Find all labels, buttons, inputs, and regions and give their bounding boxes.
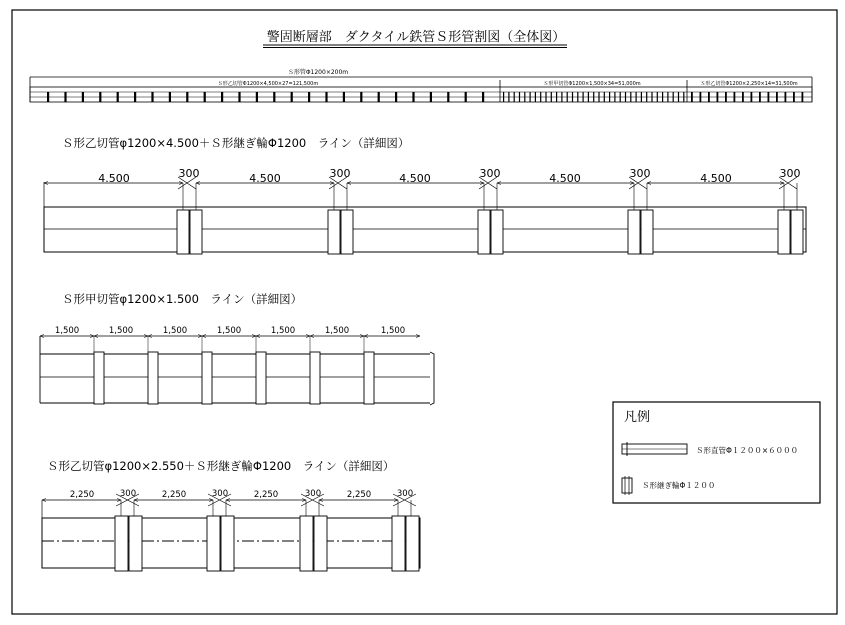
overview-joint-tick (636, 92, 637, 102)
s1-dim-ring-2: 300 (329, 167, 351, 180)
overview-joint-tick (64, 92, 66, 102)
overview-joint-tick (551, 92, 552, 102)
overview-joint-tick (221, 92, 223, 102)
overview-joint-tick (691, 92, 693, 102)
overview-joint-tick (646, 92, 647, 102)
overview-joint-tick (700, 92, 702, 102)
s3-dim-ring-2: 300 (211, 489, 229, 499)
legend-ring-symbol (622, 476, 632, 495)
overview-joint-tick (412, 92, 414, 102)
section1-heading: Ｓ形乙切管φ1200×4.500＋Ｓ形継ぎ輪Φ1200 ライン（詳細図） (62, 136, 410, 150)
overview-joint-tick (204, 92, 206, 102)
s3-dim-pipe-4: 2,250 (346, 490, 372, 500)
s1-dim-ring-4: 300 (629, 167, 651, 180)
overview-joint-tick (802, 92, 804, 102)
overview-joint-tick (47, 92, 49, 102)
overview-joint-tick (508, 92, 509, 102)
overview-joint-tick (708, 92, 710, 102)
overview-joint-tick (482, 92, 484, 102)
overview-joint-tick (630, 92, 631, 102)
s1-dim-pipe-5: 4.500 (700, 172, 732, 185)
legend-box (613, 402, 820, 503)
overview-joint-tick (588, 92, 589, 102)
overview-joint-tick (545, 92, 546, 102)
s2-dim-pipe-3: 1,500 (162, 326, 188, 336)
overview-joint-tick (186, 92, 188, 102)
overview-joint-tick (238, 92, 240, 102)
section3-diagram (42, 494, 420, 571)
overview-joint-tick (759, 92, 761, 102)
s1-dim-ring-3: 300 (479, 167, 501, 180)
section3-heading: Ｓ形乙切管φ1200×2.550＋Ｓ形継ぎ輪Φ1200 ライン（詳細図） (47, 459, 395, 473)
overview-joint-tick (430, 92, 432, 102)
s1-dim-pipe-4: 4.500 (549, 172, 581, 185)
overview-joint-tick (503, 92, 504, 102)
legend-item-straight-pipe: Ｓ形直管Φ１２００×６０００ (696, 446, 799, 455)
overview-joint-tick (678, 92, 679, 102)
overview-joint-tick (535, 92, 536, 102)
overview-joint-tick (776, 92, 778, 102)
overview-top-label: Ｓ形管Φ1200×200m (287, 69, 349, 76)
overview-joint-tick (751, 92, 753, 102)
overview-joint-tick (395, 92, 397, 102)
overview-seg-label-3: Ｓ形乙切管Φ1200×2,250×14=31,500m (700, 81, 798, 87)
overview-joint-tick (325, 92, 327, 102)
overview-seg-label-1: Ｓ形乙切管Φ1200×4,500×27=121,500m (217, 81, 319, 87)
overview-joint-tick (651, 92, 652, 102)
section2-diagram (40, 336, 434, 405)
overview-joint-tick (614, 92, 615, 102)
overview-joint-tick (256, 92, 258, 102)
s3-dim-pipe-1: 2,250 (69, 490, 95, 500)
overview-joint-tick (514, 92, 515, 102)
overview-joint-tick (604, 92, 605, 102)
s3-dim-ring-4: 300 (396, 489, 414, 499)
drawing-title: 警固断層部 ダクタイル鉄管Ｓ形管割図（全体図） (266, 30, 566, 45)
overview-joint-tick (519, 92, 520, 102)
overview-joint-tick (625, 92, 626, 102)
s2-dim-pipe-7: 1,500 (380, 326, 406, 336)
overview-joint-tick (273, 92, 275, 102)
legend-title: 凡例 (624, 410, 651, 425)
overview-joint-tick (378, 92, 380, 102)
overview-joint-tick (609, 92, 610, 102)
legend-straight-pipe-symbol (622, 442, 687, 456)
s3-dim-ring-1: 300 (119, 489, 137, 499)
overview-joint-tick (343, 92, 345, 102)
section2-heading: Ｓ形甲切管φ1200×1.500 ライン（詳細図） (62, 292, 303, 306)
s3-dim-ring-3: 300 (304, 489, 322, 499)
s1-dim-ring-1: 300 (178, 167, 200, 180)
overview-joint-tick (465, 92, 467, 102)
overview-joint-tick (556, 92, 557, 102)
overview-joint-tick (742, 92, 744, 102)
overview-joint-tick (561, 92, 562, 102)
overview-joint-tick (99, 92, 101, 102)
overview-strip (30, 68, 812, 102)
s3-dim-pipe-2: 2,250 (161, 490, 187, 500)
s2-dim-pipe-6: 1,500 (324, 326, 350, 336)
overview-joint-tick (734, 92, 736, 102)
overview-joint-tick (768, 92, 770, 102)
overview-joint-tick (169, 92, 171, 102)
s2-dim-pipe-5: 1,500 (270, 326, 296, 336)
overview-joint-tick (673, 92, 674, 102)
overview-joint-tick (572, 92, 573, 102)
s1-dim-pipe-3: 4.500 (399, 172, 431, 185)
s1-dim-pipe-2: 4.500 (249, 172, 281, 185)
s3-dim-pipe-3: 2,250 (253, 490, 279, 500)
s2-dim-pipe-2: 1,500 (108, 326, 134, 336)
overview-joint-tick (662, 92, 663, 102)
overview-joint-tick (567, 92, 568, 102)
overview-joint-tick (360, 92, 362, 102)
overview-joint-tick (657, 92, 658, 102)
overview-joint-tick (117, 92, 119, 102)
overview-joint-tick (291, 92, 293, 102)
overview-joint-tick (683, 92, 684, 102)
overview-joint-tick (82, 92, 84, 102)
overview-joint-tick (598, 92, 599, 102)
overview-joint-tick (641, 92, 642, 102)
s2-dim-pipe-1: 1,500 (54, 326, 80, 336)
overview-joint-tick (524, 92, 525, 102)
overview-joint-tick (620, 92, 621, 102)
overview-joint-tick (793, 92, 795, 102)
overview-joint-tick (134, 92, 136, 102)
overview-seg-label-2: Ｓ形甲切管Φ1200×1,500×34=51,000m (543, 81, 641, 87)
section1-diagram (44, 177, 806, 254)
overview-joint-tick (577, 92, 578, 102)
overview-joint-tick (308, 92, 310, 102)
legend-item-ring: Ｓ形継ぎ輪Φ１２００ (642, 481, 716, 490)
overview-joint-tick (593, 92, 594, 102)
overview-joint-tick (447, 92, 449, 102)
overview-joint-tick (667, 92, 668, 102)
s1-dim-ring-5: 300 (779, 167, 801, 180)
overview-joint-tick (717, 92, 719, 102)
overview-joint-tick (151, 92, 153, 102)
overview-joint-tick (725, 92, 727, 102)
overview-joint-tick (530, 92, 531, 102)
overview-joint-tick (540, 92, 541, 102)
overview-joint-tick (785, 92, 787, 102)
overview-joint-tick (583, 92, 584, 102)
s1-dim-pipe-1: 4.500 (98, 172, 130, 185)
s2-dim-pipe-4: 1,500 (216, 326, 242, 336)
